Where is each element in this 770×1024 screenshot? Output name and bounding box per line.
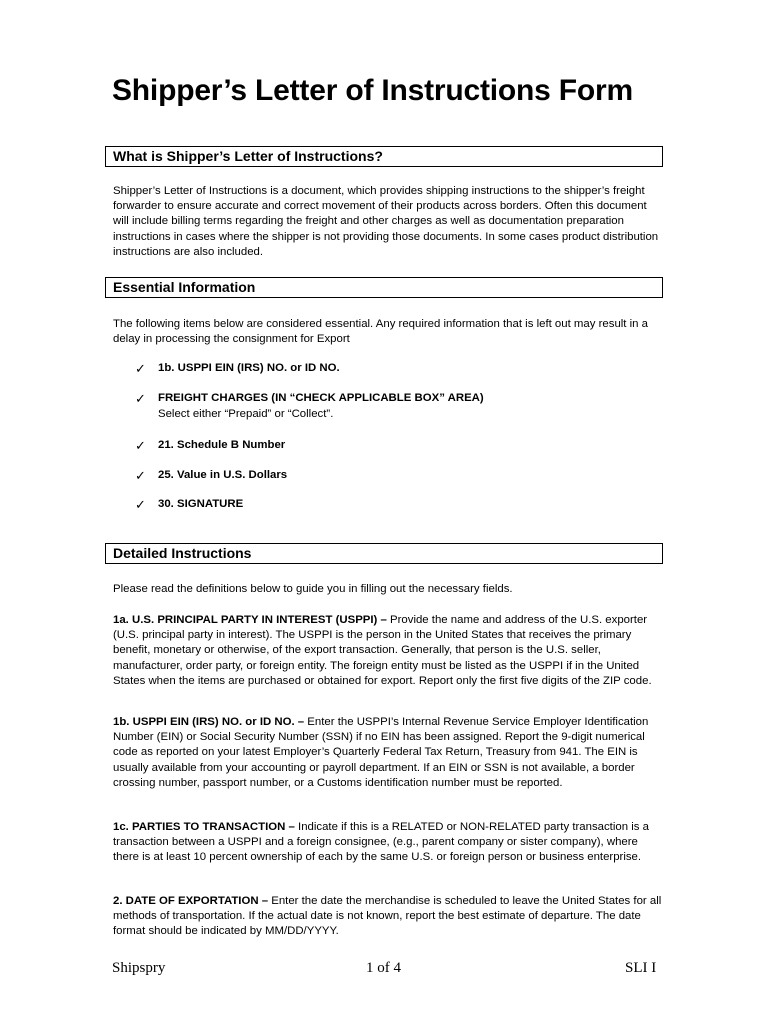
definition-term: 1b. USPPI EIN (IRS) NO. or ID NO. – (113, 716, 305, 728)
detailed-intro: Please read the definitions below to guide you in filling out the necessary fields. (113, 583, 513, 595)
check-icon: ✓ (135, 497, 146, 512)
footer-company: Shipspry (112, 960, 166, 976)
check-icon: ✓ (135, 468, 146, 483)
definition-text: Enter the date the merchandise is scheduled to leave the United States for all methods of transportation. If the actual date is not known, report the best estimate of departure. The date format should be indicated by MM/DD/YYYY. (113, 895, 662, 938)
checklist-item-label: 1b. USPPI EIN (IRS) NO. or ID NO. (158, 362, 340, 374)
definition-text: Enter the USPPI’s Internal Revenue Service Employer Identification Number (EIN) or Social Security Number (SSN) if no EIN has been assigned. Report the 9-digit numerical code as reported on your latest Employer’s Quarterly Federal Tax Return, Treasury from 941. The EIN is usually available from your accounting or payroll department. If an EIN or SSN is not available, a border crossing number, passport number, or a Customs identification number must be reported. (113, 716, 649, 789)
check-icon: ✓ (135, 391, 146, 406)
page-title: Shipper’s Letter of Instructions Form (112, 74, 633, 107)
checklist-item-label: 21. Schedule B Number (158, 439, 286, 451)
definition-text: Indicate if this is a RELATED or NON-RELATED party transaction is a transaction between a USPPI and a foreign consignee, (e.g., parent company or sister company), where there is at least 10 percent ownership of each by the same U.S. or foreign person or business enterprise. (113, 821, 649, 864)
checklist-item-label: 25. Value in U.S. Dollars (158, 469, 288, 481)
definition-entry (113, 715, 663, 791)
check-icon: ✓ (135, 438, 146, 453)
footer-doc-code: SLI I (625, 960, 657, 976)
checklist-item-note: Select either “Prepaid” or “Collect”. (158, 408, 334, 420)
check-icon: ✓ (135, 361, 146, 376)
footer-page-number: 1 of 4 (366, 960, 401, 976)
definition-text: Provide the name and address of the U.S. exporter (U.S. principal party in interest). The USPPI is the person in the United States that receives the primary benefit, monetary or otherwise, of the export transaction. Generally, that person is the U.S. seller, manufacturer, order party, or foreign entity. The foreign entity must be listed as the USPPI if in the United States when the items are purchased or obtained for export. Report only the first five digits of the ZIP code. (113, 614, 652, 687)
definition-term: 2. DATE OF EXPORTATION – (113, 895, 269, 907)
definition-entry (113, 894, 663, 940)
definition-term: 1a. U.S. PRINCIPAL PARTY IN INTEREST (USPPI) – (113, 614, 387, 626)
checklist-item-label: FREIGHT CHARGES (IN “CHECK APPLICABLE BOX” AREA) (158, 392, 484, 404)
section-heading-what-is: What is Shipper’s Letter of Instructions? (105, 146, 663, 167)
essential-intro: The following items below are considered essential. Any required information that is left out may result in a delay in processing the consignment for Export (113, 318, 648, 346)
definition-entry (113, 613, 663, 689)
what-is-paragraph: Shipper’s Letter of Instructions is a document, which provides shipping instructions to the shipper’s freight forwarder to ensure accurate and correct movement of their products across borders. Often this document will include billing terms regarding the freight and other charges as well as documentation preparation instructions in cases where the shipper is not providing those documents. In some cases product distribution instructions are also included. (113, 185, 659, 258)
definition-entry (113, 820, 663, 866)
section-heading-essential: Essential Information (105, 277, 663, 298)
definition-term: 1c. PARTIES TO TRANSACTION – (113, 821, 295, 833)
checklist-item-label: 30. SIGNATURE (158, 498, 244, 510)
section-heading-detailed: Detailed Instructions (105, 543, 663, 564)
